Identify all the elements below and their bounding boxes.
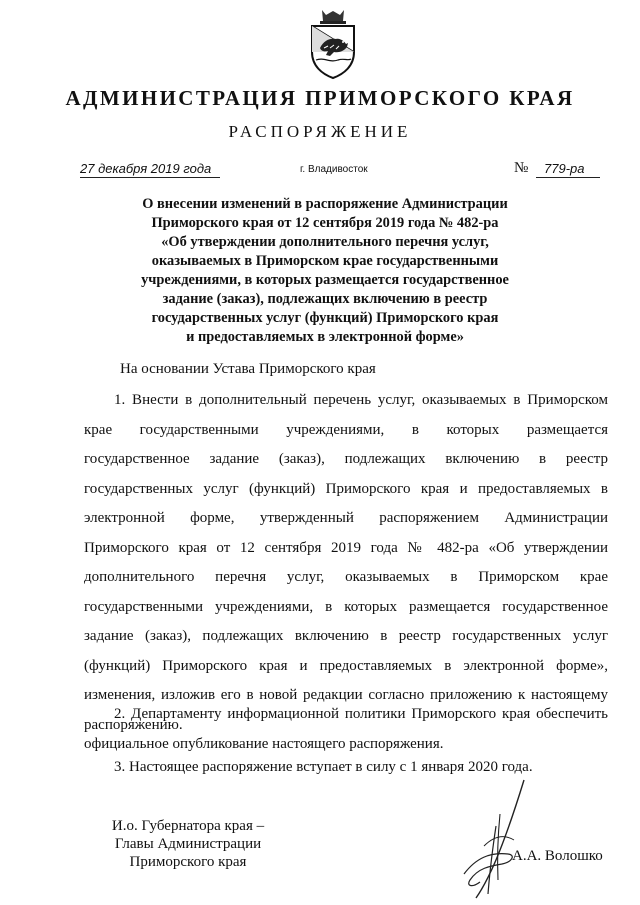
document-date: 27 декабря 2019 года bbox=[80, 161, 220, 178]
title-line: «Об утверждении дополнительного перечня услуг, bbox=[161, 234, 489, 250]
organization-name: АДМИНИСТРАЦИЯ ПРИМОРСКОГО КРАЯ bbox=[65, 86, 575, 110]
paragraph-line: (функций) Приморского края и предоставляемых в электронной форме», bbox=[84, 657, 608, 674]
title-line: и предоставляемых в электронной форме» bbox=[186, 329, 464, 345]
paragraph-2 bbox=[84, 704, 608, 763]
paragraph-line: Приморского края от 12 сентября 2019 года № 482-ра «Об утверждении bbox=[84, 539, 608, 556]
document-city: г. Владивосток bbox=[300, 164, 368, 175]
basis-paragraph: На основании Устава Приморского края bbox=[120, 361, 376, 377]
number-sign: № bbox=[514, 160, 529, 176]
paragraph-line: электронной форме, утвержденный распоряжением Администрации bbox=[84, 510, 608, 526]
paragraph-line: распоряжению. bbox=[84, 716, 183, 733]
paragraph-line: дополнительного перечня услуг, оказываемых в Приморском крае bbox=[84, 569, 608, 585]
title-line: государственных услуг (функций) Приморского края bbox=[151, 310, 499, 326]
title-line: Приморского края от 12 сентября 2019 года № 482-ра bbox=[151, 215, 499, 231]
position-line: И.о. Губернатора края – bbox=[111, 818, 265, 834]
paragraph-1 bbox=[84, 390, 608, 744]
signatory-name: А.А. Волошко bbox=[512, 848, 603, 864]
handwritten-signature bbox=[450, 776, 540, 902]
paragraph-line: государственными учреждениями, в которых размещается государственное bbox=[84, 598, 608, 615]
paragraph-line: 3. Настоящее распоряжение вступает в силу с 1 января 2020 года. bbox=[114, 759, 533, 775]
title-line: О внесении изменений в распоряжение Администрации bbox=[142, 196, 508, 212]
paragraph-line: государственное задание (заказ), подлежащих включению в реестр bbox=[84, 451, 608, 467]
paragraph-line: государственных услуг (функций) Приморского края и предоставляемых в bbox=[84, 480, 608, 497]
document-title bbox=[60, 195, 590, 347]
position-line: Главы Администрации bbox=[114, 836, 262, 852]
document-number: 779-ра bbox=[536, 161, 600, 178]
paragraph-line: официальное опубликование настоящего распоряжения. bbox=[84, 735, 444, 752]
coat-of-arms-icon bbox=[306, 8, 360, 80]
document-type: РАСПОРЯЖЕНИЕ bbox=[228, 122, 412, 141]
title-line: оказываемых в Приморском крае государственными bbox=[151, 253, 499, 269]
paragraph-line: 1. Внести в дополнительный перечень услуг, оказываемых в Приморском bbox=[114, 392, 608, 408]
paragraph-line: 2. Департаменту информационной политики Приморского края обеспечить bbox=[114, 706, 608, 722]
paragraph-line: задание (заказ), подлежащих включению в реестр государственных услуг bbox=[84, 628, 608, 644]
paragraph-line: крае государственными учреждениями, в которых размещается bbox=[84, 421, 608, 438]
signatory-position bbox=[88, 817, 288, 871]
position-line: Приморского края bbox=[129, 854, 247, 870]
title-line: учреждениями, в которых размещается государственное bbox=[141, 272, 509, 288]
paragraph-line: изменения, изложив его в новой редакции согласно приложению к настоящему bbox=[84, 687, 608, 703]
title-line: задание (заказ), подлежащих включению в реестр bbox=[162, 291, 488, 307]
